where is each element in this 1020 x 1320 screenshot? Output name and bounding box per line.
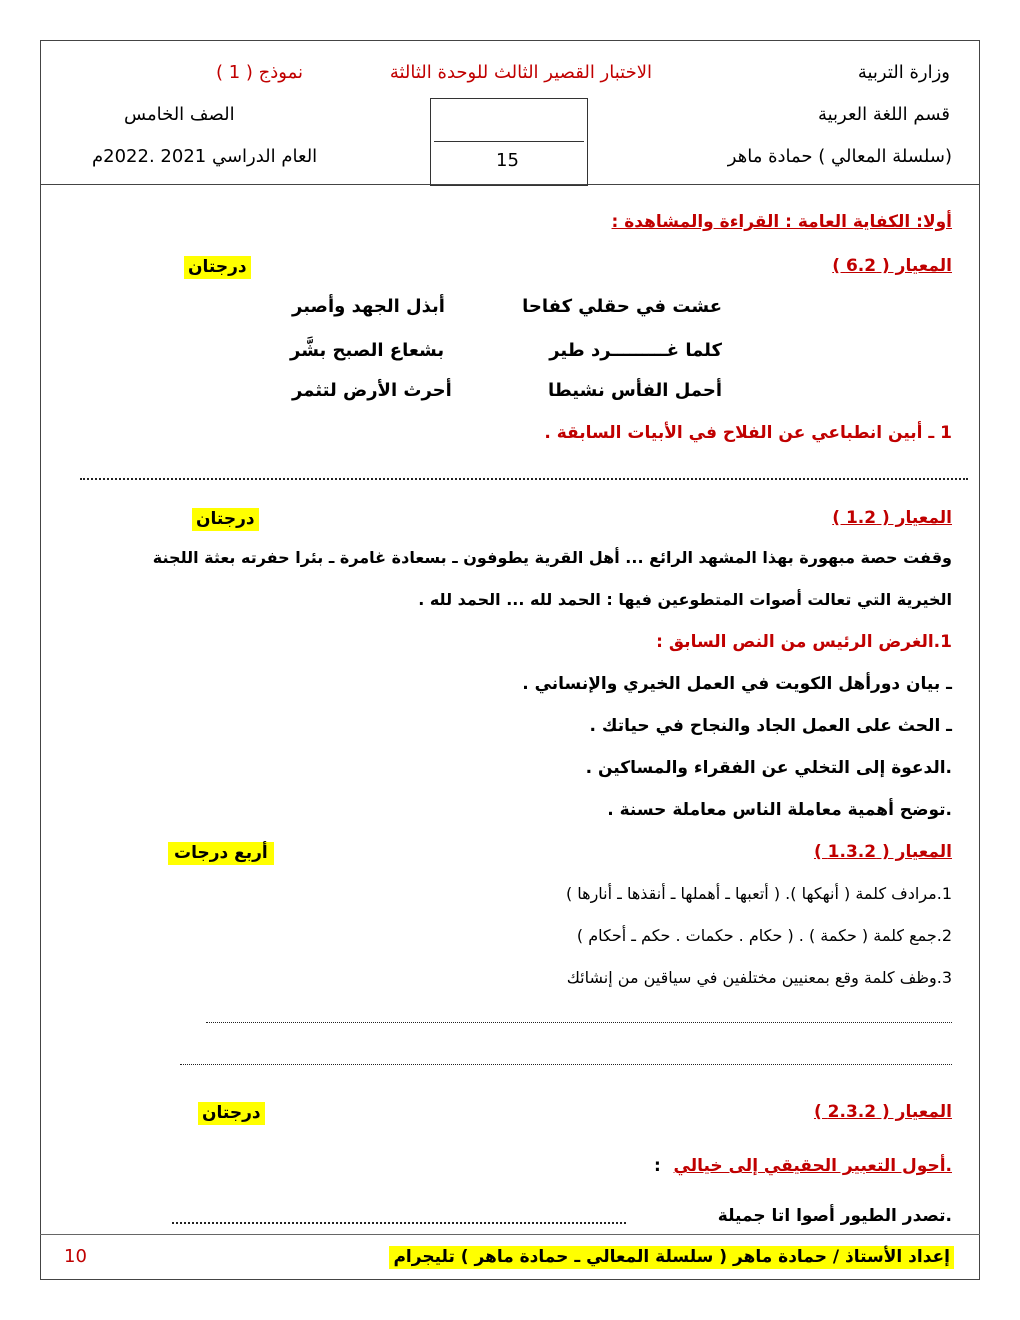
- score-box: [430, 98, 588, 186]
- department-name: قسم اللغة العربية: [817, 104, 950, 125]
- instruction-colon: :: [654, 1156, 661, 1176]
- answer-option[interactable]: ـ الحث على العمل الجاد والنجاح في حياتك .: [589, 716, 952, 736]
- answer-line: [206, 1022, 952, 1023]
- poem-verse-right: كلما غـــــــــرد طير: [549, 340, 722, 361]
- answer-line: [180, 1064, 952, 1065]
- academic-year: العام الدراسي 2021 .2022م: [92, 146, 318, 167]
- passage-line: الخيرية التي تعالت أصوات المتطوعين فيها : الحمد لله ... الحمد لله .: [418, 590, 952, 609]
- question-text: 1 ـ أبين انطباعي عن الفلاح في الأبيات السابقة .: [544, 423, 952, 443]
- series-name: (سلسلة المعالي ) حمادة ماهر: [727, 146, 952, 167]
- sentence-text: .تصدر الطيور أصوا اتا جميلة: [717, 1206, 952, 1226]
- criterion-label: المعيار ( 6.2 ): [832, 256, 952, 276]
- exercise-item: 3.وظف كلمة وقع بمعنيين مختلفين في سياقين من إنشائك: [566, 968, 952, 987]
- score-badge: درجتان: [184, 256, 251, 279]
- exercise-item: 1.مرادف كلمة ( أنهكها ). ( أتعبها ـ أهملها ـ أنقذها ـ أنارها ): [565, 884, 952, 903]
- criterion-label: المعيار ( 1.3.2 ): [813, 842, 952, 862]
- score-badge: أربع درجات: [168, 842, 274, 865]
- poem-verse-left: أبذل الجهد وأصبر: [292, 296, 445, 317]
- instruction-text: .أحول التعبير الحقيقي إلى خيالي: [673, 1156, 952, 1176]
- answer-option[interactable]: ـ بيان دورأهل الكويت في العمل الخيري والإنساني .: [522, 674, 952, 694]
- poem-verse-right: عشت في حقلي كفاحا: [522, 296, 722, 317]
- question-text: 1.الغرض الرئيس من النص السابق :: [656, 632, 952, 652]
- footer-divider: [40, 1234, 980, 1235]
- page-number: 10: [64, 1246, 87, 1267]
- grade-label: الصف الخامس: [124, 104, 235, 125]
- poem-verse-right: أحمل الفأس نشيطا: [547, 380, 722, 401]
- section-heading: أولا: الكفاية العامة : القراءة والمشاهدة :: [611, 212, 952, 232]
- score-badge: درجتان: [192, 508, 259, 531]
- poem-verse-left: بشعاع الصبح بشَّر: [290, 340, 445, 361]
- passage-line: وقفت حصة مبهورة بهذا المشهد الرائع ... أهل القرية يطوفون ـ بسعادة غامرة ـ بئرا حفرته بعثة اللجنة: [152, 548, 952, 567]
- total-score: 15: [496, 150, 519, 171]
- score-badge: درجتان: [198, 1102, 265, 1125]
- answer-line: [172, 1222, 626, 1224]
- criterion-label: المعيار ( 2.3.2 ): [813, 1102, 952, 1122]
- exercise-item: 2.جمع كلمة ( حكمة ) . ( حكام . حكمات . حكم ـ أحكام ): [576, 926, 952, 945]
- exam-title: الاختبار القصير الثالث للوحدة الثالثة: [389, 62, 652, 83]
- answer-line: [80, 478, 968, 480]
- score-box-line: [434, 141, 584, 142]
- ministry-name: وزارة التربية: [857, 62, 950, 83]
- answer-option[interactable]: .الدعوة إلى التخلي عن الفقراء والمساكين .: [585, 758, 952, 778]
- exam-model: نموذج ( 1 ): [216, 62, 304, 83]
- criterion-label: المعيار ( 1.2 ): [832, 508, 952, 528]
- footer-credit: إعداد الأستاذ / حمادة ماهر ( سلسلة المعالي ـ حمادة ماهر ) تليجرام: [389, 1246, 954, 1269]
- answer-option[interactable]: .توضح أهمية معاملة الناس معاملة حسنة .: [607, 800, 952, 820]
- poem-verse-left: أحرث الأرض لتثمر: [292, 380, 452, 401]
